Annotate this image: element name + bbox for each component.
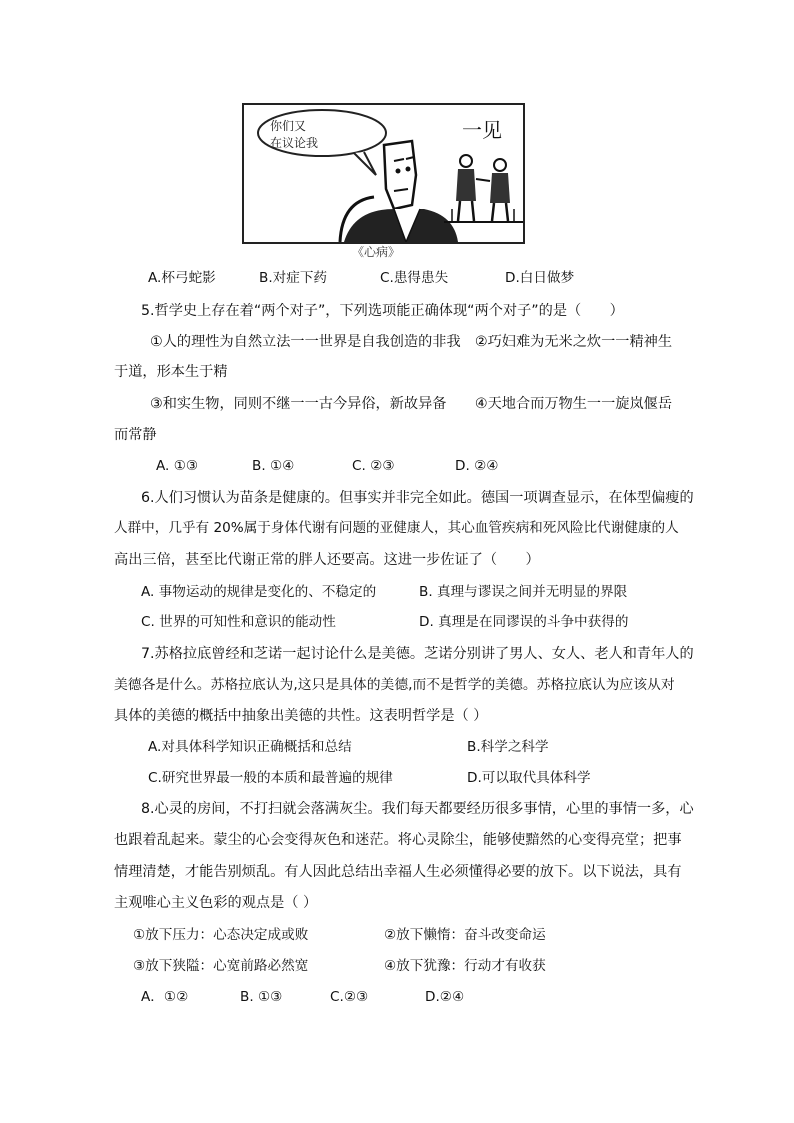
q8-option-a: A．①② [141, 989, 189, 1005]
q5-option-d: D. ②④ [455, 458, 499, 474]
q6-stem-line3: 高出三倍，甚至比代谢正常的胖人还要高。这进一步佐证了（ ） [114, 552, 540, 568]
q5-item-line3: ③和实生物，同则不继一一古今异俗，新故异备 ④天地合而万物生一一旋岚偃岳 [150, 396, 673, 412]
bubble-text-line1: 你们又 [270, 119, 307, 133]
q7-option-c: C.研究世界最一般的本质和最普遍的规律 [148, 770, 393, 786]
q6-option-b: B. 真理与谬误之间并无明显的界限 [419, 584, 628, 600]
q8-item-1: ①放下压力：心态决定成或败 [133, 927, 309, 943]
sign-text: 一见 [462, 118, 502, 142]
q4-option-b: B.对症下药 [259, 270, 328, 286]
q8-stem-line3: 情理清楚，才能告别烦乱。有人因此总结出幸福人生必须懂得必要的放下。以下说法，具有 [114, 864, 682, 880]
q6-stem-line2: 人群中，几乎有 20%属于身体代谢有问题的亚健康人，其心血管疾病和死风险比代谢健康的人 [114, 520, 679, 536]
q5-stem: 5.哲学史上存在着“两个对子”，下列选项能正确体现“两个对子”的是（ ） [141, 303, 624, 319]
q8-stem-line1: 8.心灵的房间，不打扫就会落满灰尘。我们每天都要经历很多事情，心里的事情一多，心 [141, 801, 694, 817]
q8-item-4: ④放下犹豫：行动才有收获 [384, 958, 546, 974]
q8-option-b: B. ①③ [240, 989, 283, 1005]
q7-option-a: A.对具体科学知识正确概括和总结 [148, 739, 352, 755]
figure-caption: 《心病》 [352, 245, 401, 259]
q7-option-b: B.科学之科学 [467, 739, 549, 755]
q5-item-line2: 于道，形本生于精 [114, 364, 228, 380]
q8-stem-line4: 主观唯心主义色彩的观点是（ ） [114, 895, 318, 911]
q5-item-line1: ①人的理性为自然立法一一世界是自我创造的非我 ②巧妇难为无米之炊一一精神生 [150, 334, 673, 350]
q7-option-d: D.可以取代具体科学 [467, 770, 591, 786]
q5-option-a: A. ①③ [156, 458, 199, 474]
q6-option-c: C. 世界的可知性和意识的能动性 [141, 614, 336, 630]
q4-option-d: D.白日做梦 [505, 270, 575, 286]
cartoon-figure [242, 103, 525, 244]
q6-option-d: D. 真理是在同谬误的斗争中获得的 [419, 614, 629, 630]
q6-stem-line1: 6.人们习惯认为苗条是健康的。但事实并非完全如此。德国一项调查显示，在体型偏瘦的 [141, 490, 694, 506]
q7-stem-line3: 具体的美德的概括中抽象出美德的共性。这表明哲学是（ ） [114, 708, 488, 724]
q4-option-a: A.杯弓蛇影 [148, 270, 216, 286]
q8-item-2: ②放下懒惰：奋斗改变命运 [384, 927, 546, 943]
bubble-text-line2: 在议论我 [270, 136, 319, 150]
q8-option-c: C.②③ [330, 989, 369, 1005]
q8-item-3: ③放下狭隘：心宽前路必然宽 [133, 958, 309, 974]
q6-option-a: A. 事物运动的规律是变化的、不稳定的 [141, 584, 377, 600]
q5-option-c: C. ②③ [352, 458, 395, 474]
q7-stem-line1: 7.苏格拉底曾经和芝诺一起讨论什么是美德。芝诺分别讲了男人、女人、老人和青年人的 [141, 646, 694, 662]
q5-option-b: B. ①④ [252, 458, 295, 474]
man-head [384, 141, 416, 209]
q5-item-line4: 而常静 [114, 427, 157, 443]
q7-stem-line2: 美德各是什么。苏格拉底认为,这只是具体的美德,而不是哲学的美德。苏格拉底认为应该从对 [114, 677, 675, 693]
q8-option-d: D.②④ [425, 989, 465, 1005]
cartoon-drawing [244, 105, 523, 242]
gossip-figures [444, 155, 523, 222]
q8-stem-line2: 也跟着乱起来。蒙尘的心会变得灰色和迷茫。将心灵除尘，能够使黯然的心变得亮堂；把事 [114, 832, 682, 848]
q4-option-c: C.患得患失 [380, 270, 449, 286]
